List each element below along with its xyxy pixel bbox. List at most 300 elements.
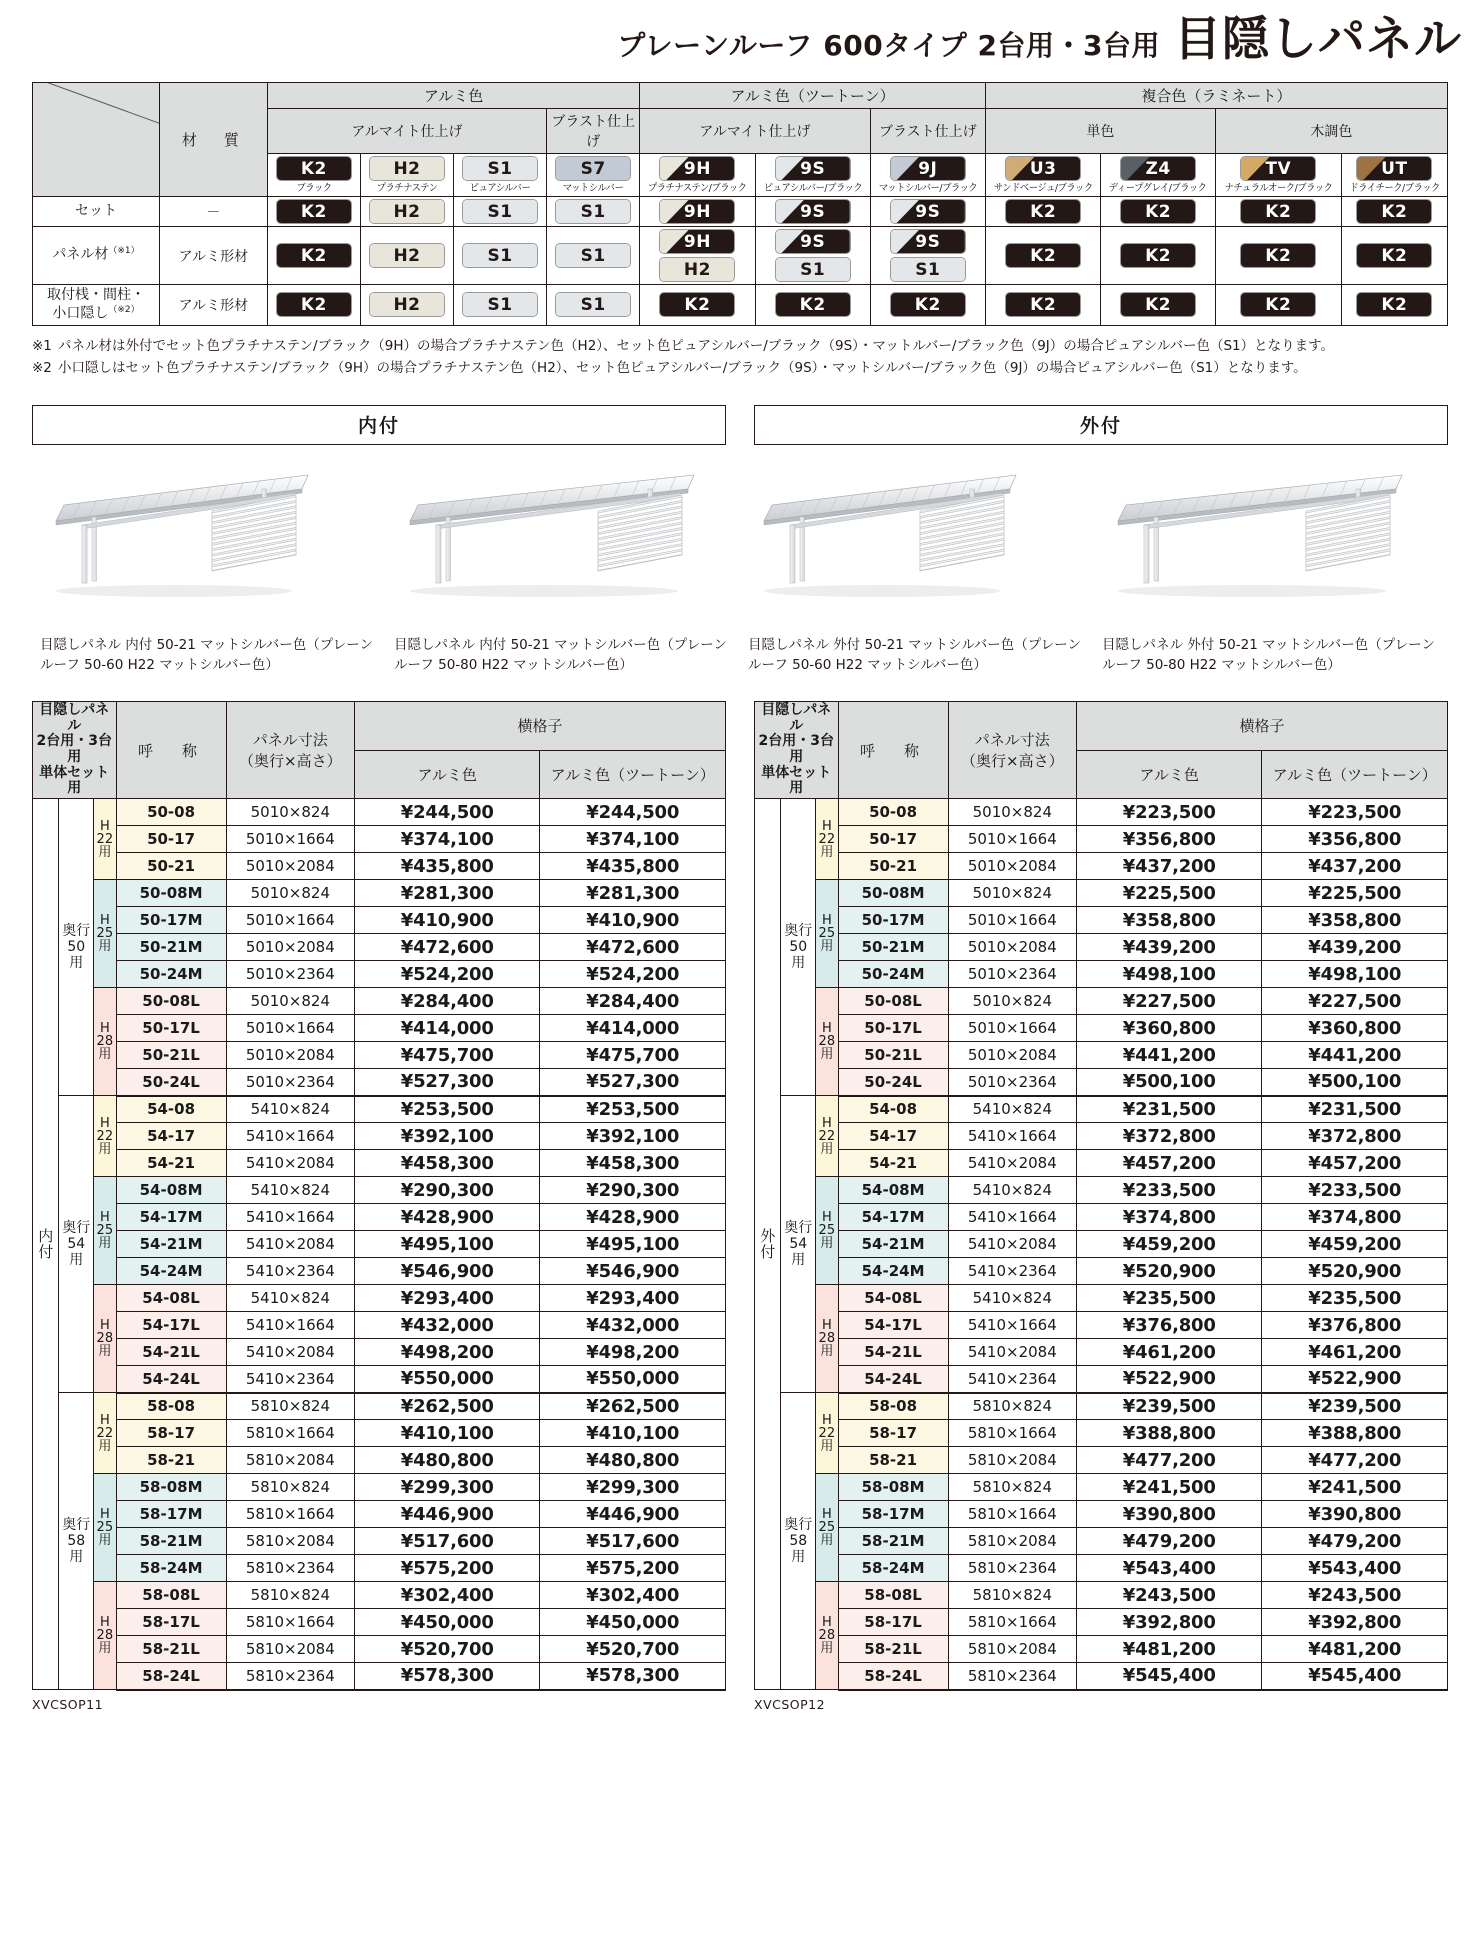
price-aluminum: ¥520,700: [355, 1636, 540, 1663]
price-twotone: ¥235,500: [1262, 1285, 1448, 1312]
price-dimension: 5410×1664: [226, 1204, 354, 1231]
price-model-name: 50-21: [116, 853, 226, 880]
price-model-name: 54-08: [116, 1096, 226, 1123]
price-model-name: 54-08: [838, 1096, 948, 1123]
color-chip-K2: K2: [276, 292, 352, 317]
color-cell-1-5: [755, 227, 870, 285]
price-aluminum: ¥231,500: [1077, 1096, 1262, 1123]
price-height-label-0-1-0: H 22 用: [94, 1096, 116, 1177]
color-group-header-2: 複合色（ラミネート）: [985, 83, 1447, 109]
price-dimension: 5010×824: [226, 799, 354, 826]
price-dimension: 5010×1664: [226, 826, 354, 853]
price-aluminum: ¥414,000: [355, 1015, 540, 1042]
product-caption-2: 目隠しパネル 外付 50-21 マットシルバー色（プレーンルーフ 50-60 H22 マットシルバー色）: [748, 636, 1081, 673]
price-twotone: ¥376,800: [1262, 1312, 1448, 1339]
color-group-header-1: アルミ色（ツートーン）: [640, 83, 986, 109]
price-model-name: 58-08L: [116, 1582, 226, 1609]
price-dimension: 5410×824: [226, 1096, 354, 1123]
price-twotone: ¥450,000: [540, 1609, 726, 1636]
price-twotone: ¥520,700: [540, 1636, 726, 1663]
price-model-name: 54-08M: [116, 1177, 226, 1204]
price-row: [33, 1582, 726, 1609]
color-chip-S1: S1: [555, 292, 631, 317]
price-model-name: 58-21L: [116, 1636, 226, 1663]
price-twotone: ¥302,400: [540, 1582, 726, 1609]
price-row: [755, 1096, 1448, 1123]
price-twotone: ¥392,100: [540, 1123, 726, 1150]
color-chip-S1: S1: [555, 243, 631, 268]
price-model-name: 58-17M: [838, 1501, 948, 1528]
color-chip-K2: K2: [1240, 243, 1316, 268]
price-dimension: 5810×2084: [226, 1447, 354, 1474]
product-image-row: [32, 459, 1448, 676]
price-twotone: ¥356,800: [1262, 826, 1448, 853]
price-twotone: ¥388,800: [1262, 1420, 1448, 1447]
price-dimension: 5810×824: [226, 1582, 354, 1609]
price-depth-label-0-1: 奥行 54用: [59, 1096, 94, 1393]
price-dimension: 5410×824: [226, 1285, 354, 1312]
price-aluminum: ¥550,000: [355, 1366, 540, 1393]
price-twotone: ¥293,400: [540, 1285, 726, 1312]
color-cell-2-7: [985, 285, 1101, 326]
color-chip-K2: K2: [659, 292, 735, 317]
color-chip-Z4: Z4: [1120, 156, 1196, 181]
price-row: [755, 1609, 1448, 1636]
color-chip-K2: K2: [1356, 243, 1432, 268]
price-aluminum: ¥388,800: [1077, 1420, 1262, 1447]
price-row: [33, 1555, 726, 1582]
banner-uchitsuke: 内付: [32, 405, 726, 445]
color-cell-0-3: [547, 197, 640, 227]
price-model-name: 58-21: [838, 1447, 948, 1474]
price-model-name: 54-24L: [116, 1366, 226, 1393]
price-dimension: 5810×2084: [948, 1447, 1076, 1474]
price-aluminum: ¥472,600: [355, 934, 540, 961]
price-twotone: ¥520,900: [1262, 1258, 1448, 1285]
price-row: [33, 988, 726, 1015]
color-chip-K2: K2: [1356, 292, 1432, 317]
price-row: [33, 1366, 726, 1393]
color-chip-9S: 9S: [775, 156, 851, 181]
price-aluminum: ¥500,100: [1077, 1069, 1262, 1096]
color-subgroup-header-4: 単色: [985, 109, 1215, 154]
price-model-name: 50-21M: [116, 934, 226, 961]
price-twotone: ¥475,700: [540, 1042, 726, 1069]
price-aluminum: ¥458,300: [355, 1150, 540, 1177]
price-model-name: 54-17: [116, 1123, 226, 1150]
price-aluminum: ¥356,800: [1077, 826, 1262, 853]
price-height-label-1-2-2: H 28 用: [816, 1582, 838, 1690]
price-dimension: 5410×1664: [948, 1204, 1076, 1231]
price-model-name: 58-17L: [116, 1609, 226, 1636]
swatch-cell-UT: [1341, 154, 1447, 197]
color-chip-H2: H2: [369, 156, 445, 181]
price-twotone: ¥290,300: [540, 1177, 726, 1204]
row-label-2: 取付桟・間柱・ 小口隠し$^{(※2)}$: [33, 285, 160, 326]
color-subgroup-header-1: ブラスト仕上げ: [547, 109, 640, 154]
price-twotone: ¥225,500: [1262, 880, 1448, 907]
price-dimension: 5410×2364: [226, 1258, 354, 1285]
price-header-name-1: 呼 称: [838, 702, 948, 799]
price-depth-label-0-2: 奥行 58用: [59, 1393, 94, 1690]
color-chip-9H: 9H: [659, 199, 735, 224]
product-cell-0: [32, 459, 386, 676]
swatch-cell-9S: [755, 154, 870, 197]
footnote-marker-1: ※1: [32, 337, 52, 354]
price-row: [33, 934, 726, 961]
price-twotone: ¥244,500: [540, 799, 726, 826]
price-row: [33, 1393, 726, 1420]
footnote-1: ※1 パネル材は外付でセット色プラチナステン/ブラック（9H）の場合プラチナステン色（H2）、セット色ピュアシルバー/ブラック（9S）・マットルバー/ブラック色（9J）の場合ピュアシルバー色（S1）となります。: [32, 336, 1448, 357]
price-aluminum: ¥498,100: [1077, 961, 1262, 988]
swatch-cell-K2: [267, 154, 360, 197]
price-aluminum: ¥450,000: [355, 1609, 540, 1636]
color-chip-H2: H2: [369, 243, 445, 268]
price-row: [755, 1528, 1448, 1555]
price-twotone: ¥374,100: [540, 826, 726, 853]
price-model-name: 54-24M: [116, 1258, 226, 1285]
price-row: [755, 907, 1448, 934]
price-dimension: 5010×2084: [948, 853, 1076, 880]
swatch-cell-U3: [985, 154, 1101, 197]
price-row: [755, 1177, 1448, 1204]
color-cell-1-8: [1101, 227, 1215, 285]
price-dimension: 5410×1664: [948, 1123, 1076, 1150]
price-dimension: 5010×824: [948, 799, 1076, 826]
swatch-cell-TV: [1215, 154, 1341, 197]
price-aluminum: ¥262,500: [355, 1393, 540, 1420]
footnotes: [32, 336, 1448, 379]
color-table-row: [33, 197, 1448, 227]
price-row: [33, 1258, 726, 1285]
price-row: [755, 1663, 1448, 1690]
price-aluminum: ¥546,900: [355, 1258, 540, 1285]
price-model-name: 58-08L: [838, 1582, 948, 1609]
price-model-name: 54-21: [838, 1150, 948, 1177]
price-model-name: 50-24M: [116, 961, 226, 988]
price-row: [755, 1150, 1448, 1177]
color-chip-K2: K2: [276, 199, 352, 224]
swatch-cell-9J: [870, 154, 985, 197]
page-title-main: 目隠しパネル: [1174, 12, 1462, 67]
price-row: [33, 1663, 726, 1690]
color-cell-1-0: [267, 227, 360, 285]
product-cell-1: [386, 459, 740, 676]
price-twotone: ¥545,400: [1262, 1663, 1448, 1690]
price-aluminum: ¥495,100: [355, 1231, 540, 1258]
price-dimension: 5410×2084: [948, 1150, 1076, 1177]
price-aluminum: ¥360,800: [1077, 1015, 1262, 1042]
price-model-name: 58-21M: [116, 1528, 226, 1555]
price-dimension: 5410×2084: [948, 1231, 1076, 1258]
price-twotone: ¥498,200: [540, 1339, 726, 1366]
footer-codes: [32, 1697, 1448, 1712]
price-twotone: ¥374,800: [1262, 1204, 1448, 1231]
price-table-corner-1: 目隠しパネル 2台用・3台用 単体セット用: [755, 702, 839, 799]
price-twotone: ¥299,300: [540, 1474, 726, 1501]
price-depth-label-1-1: 奥行 54用: [781, 1096, 816, 1393]
price-row: [755, 1312, 1448, 1339]
price-header-group-0: 横格子: [355, 702, 726, 751]
price-row: [755, 1069, 1448, 1096]
carport-illustration: [394, 459, 724, 609]
price-row: [755, 1555, 1448, 1582]
price-twotone: ¥360,800: [1262, 1015, 1448, 1042]
color-cell-0-2: [454, 197, 547, 227]
color-cell-2-9: [1215, 285, 1341, 326]
price-dimension: 5010×2364: [226, 961, 354, 988]
price-row: [33, 1177, 726, 1204]
color-chip-H2: H2: [369, 292, 445, 317]
price-dimension: 5410×2084: [226, 1150, 354, 1177]
color-chip-K2: K2: [1005, 292, 1081, 317]
price-aluminum: ¥358,800: [1077, 907, 1262, 934]
color-cell-2-3: [547, 285, 640, 326]
price-model-name: 50-08L: [838, 988, 948, 1015]
color-chip-S1: S1: [462, 156, 538, 181]
color-chip-K2: K2: [1356, 199, 1432, 224]
price-aluminum: ¥446,900: [355, 1501, 540, 1528]
price-twotone: ¥459,200: [1262, 1231, 1448, 1258]
price-row: [33, 1096, 726, 1123]
swatch-name-9J: マットシルバー/ブラック: [878, 183, 977, 194]
color-chip-9S: 9S: [775, 199, 851, 224]
price-row: [755, 1393, 1448, 1420]
price-header-col2-0: アルミ色（ツートーン）: [540, 750, 726, 799]
price-aluminum: ¥239,500: [1077, 1393, 1262, 1420]
price-twotone: ¥461,200: [1262, 1339, 1448, 1366]
color-subgroup-header-5: 木調色: [1215, 109, 1447, 154]
price-header-group-1: 横格子: [1077, 702, 1448, 751]
price-row: [33, 1123, 726, 1150]
price-aluminum: ¥441,200: [1077, 1042, 1262, 1069]
price-model-name: 50-08M: [116, 880, 226, 907]
price-row: [33, 1231, 726, 1258]
price-row: [755, 1636, 1448, 1663]
banner-sototsuke: 外付: [754, 405, 1448, 445]
price-aluminum: ¥432,000: [355, 1312, 540, 1339]
price-aluminum: ¥293,400: [355, 1285, 540, 1312]
swatch-name-UT: ドライチーク/ブラック: [1349, 183, 1440, 194]
color-cell-0-1: [360, 197, 453, 227]
table-corner-cell: [33, 83, 160, 197]
price-twotone: ¥437,200: [1262, 853, 1448, 880]
price-row: [33, 1015, 726, 1042]
price-row: [755, 934, 1448, 961]
price-dimension: 5410×824: [948, 1285, 1076, 1312]
footnote-2: ※2 小口隠しはセット色プラチナステン/ブラック（9H）の場合プラチナステン色（H2）、セット色ピュアシルバー/ブラック（9S）・マットシルバー/ブラック色（9J）の場合ピュアシルバー色（S1）となります。: [32, 358, 1448, 379]
price-aluminum: ¥299,300: [355, 1474, 540, 1501]
price-model-name: 58-21: [116, 1447, 226, 1474]
price-model-name: 50-17: [116, 826, 226, 853]
price-twotone: ¥522,900: [1262, 1366, 1448, 1393]
color-matrix-table: [32, 82, 1448, 326]
price-twotone: ¥223,500: [1262, 799, 1448, 826]
price-aluminum: ¥437,200: [1077, 853, 1262, 880]
price-model-name: 54-21L: [116, 1339, 226, 1366]
price-dimension: 5810×2084: [948, 1528, 1076, 1555]
color-chip-9H: 9H: [659, 229, 735, 254]
color-chip-TV: TV: [1240, 156, 1316, 181]
price-twotone: ¥480,800: [540, 1447, 726, 1474]
swatch-name-Z4: ディープグレイ/ブラック: [1109, 183, 1207, 194]
swatch-cell-H2: [360, 154, 453, 197]
price-model-name: 50-24M: [838, 961, 948, 988]
color-chip-S1: S1: [462, 199, 538, 224]
price-twotone: ¥239,500: [1262, 1393, 1448, 1420]
price-twotone: ¥284,400: [540, 988, 726, 1015]
price-twotone: ¥428,900: [540, 1204, 726, 1231]
price-dimension: 5010×2364: [226, 1069, 354, 1096]
price-side-label-0: 内付: [33, 799, 59, 1690]
price-twotone: ¥372,800: [1262, 1123, 1448, 1150]
price-twotone: ¥578,300: [540, 1663, 726, 1690]
price-model-name: 54-21: [116, 1150, 226, 1177]
price-depth-label-0-0: 奥行 50用: [59, 799, 94, 1096]
price-dimension: 5010×1664: [226, 1015, 354, 1042]
price-dimension: 5810×2364: [226, 1555, 354, 1582]
price-aluminum: ¥284,400: [355, 988, 540, 1015]
price-twotone: ¥550,000: [540, 1366, 726, 1393]
color-chip-K2: K2: [1005, 243, 1081, 268]
price-row: [755, 1339, 1448, 1366]
price-aluminum: ¥477,200: [1077, 1447, 1262, 1474]
product-image-3: [1102, 459, 1438, 619]
price-height-label-0-2-0: H 22 用: [94, 1393, 116, 1474]
price-dimension: 5810×2364: [226, 1663, 354, 1690]
price-aluminum: ¥410,900: [355, 907, 540, 934]
price-model-name: 54-17M: [116, 1204, 226, 1231]
price-aluminum: ¥241,500: [1077, 1474, 1262, 1501]
price-dimension: 5810×824: [226, 1474, 354, 1501]
price-row: [755, 1420, 1448, 1447]
color-chip-S1: S1: [462, 243, 538, 268]
color-cell-1-9: [1215, 227, 1341, 285]
swatch-name-S7: マットシルバー: [562, 183, 624, 194]
price-dimension: 5410×2084: [226, 1339, 354, 1366]
price-model-name: 50-17: [838, 826, 948, 853]
price-aluminum: ¥376,800: [1077, 1312, 1262, 1339]
price-twotone: ¥262,500: [540, 1393, 726, 1420]
row-material-1: アルミ形材: [159, 227, 267, 285]
price-twotone: ¥472,600: [540, 934, 726, 961]
price-model-name: 54-08L: [838, 1285, 948, 1312]
color-chip-9S: 9S: [775, 229, 851, 254]
price-row: [755, 1231, 1448, 1258]
price-aluminum: ¥227,500: [1077, 988, 1262, 1015]
price-table-uchitsuke: [32, 701, 726, 1691]
color-chip-K2: K2: [276, 156, 352, 181]
price-row: [755, 853, 1448, 880]
material-header: 材 質: [159, 83, 267, 197]
section-banners: [32, 405, 1448, 445]
price-aluminum: ¥480,800: [355, 1447, 540, 1474]
price-header-name-0: 呼 称: [116, 702, 226, 799]
swatch-cell-9H: [640, 154, 755, 197]
color-chip-K2: K2: [1240, 292, 1316, 317]
price-dimension: 5810×824: [948, 1474, 1076, 1501]
color-cell-2-1: [360, 285, 453, 326]
carport-illustration: [748, 459, 1078, 609]
price-twotone: ¥241,500: [1262, 1474, 1448, 1501]
color-cell-2-2: [454, 285, 547, 326]
price-header-col1-0: アルミ色: [355, 750, 540, 799]
price-twotone: ¥517,600: [540, 1528, 726, 1555]
page-title: [0, 0, 1480, 74]
price-model-name: 54-21M: [116, 1231, 226, 1258]
price-row: [755, 1123, 1448, 1150]
price-dimension: 5010×2084: [226, 1042, 354, 1069]
price-aluminum: ¥233,500: [1077, 1177, 1262, 1204]
price-row: [33, 1285, 726, 1312]
price-row: [755, 1204, 1448, 1231]
price-height-label-1-2-1: H 25 用: [816, 1474, 838, 1582]
price-dimension: 5810×1664: [226, 1609, 354, 1636]
price-twotone: ¥458,300: [540, 1150, 726, 1177]
color-chip-H2: H2: [659, 257, 735, 282]
swatch-name-S1: ピュアシルバー: [469, 183, 531, 194]
price-dimension: 5410×2084: [948, 1339, 1076, 1366]
color-cell-1-7: [985, 227, 1101, 285]
row-label-1: パネル材$^{(※1)}$: [33, 227, 160, 285]
price-aluminum: ¥461,200: [1077, 1339, 1262, 1366]
price-tables-wrap: [32, 701, 1448, 1691]
price-dimension: 5410×2364: [948, 1366, 1076, 1393]
price-model-name: 50-17M: [838, 907, 948, 934]
price-aluminum: ¥374,800: [1077, 1204, 1262, 1231]
price-twotone: ¥457,200: [1262, 1150, 1448, 1177]
price-height-label-1-2-0: H 22 用: [816, 1393, 838, 1474]
price-model-name: 58-24M: [116, 1555, 226, 1582]
price-row: [755, 1285, 1448, 1312]
price-aluminum: ¥439,200: [1077, 934, 1262, 961]
price-height-label-0-2-1: H 25 用: [94, 1474, 116, 1582]
price-dimension: 5010×2084: [226, 934, 354, 961]
price-height-label-0-1-2: H 28 用: [94, 1285, 116, 1393]
price-model-name: 58-24L: [838, 1663, 948, 1690]
price-dimension: 5010×1664: [226, 907, 354, 934]
price-aluminum: ¥410,100: [355, 1420, 540, 1447]
price-aluminum: ¥281,300: [355, 880, 540, 907]
price-aluminum: ¥302,400: [355, 1582, 540, 1609]
price-dimension: 5810×2084: [948, 1636, 1076, 1663]
price-model-name: 50-24L: [838, 1069, 948, 1096]
price-aluminum: ¥243,500: [1077, 1582, 1262, 1609]
price-model-name: 50-17M: [116, 907, 226, 934]
color-chip-K2: K2: [1120, 199, 1196, 224]
swatch-cell-Z4: [1101, 154, 1215, 197]
price-dimension: 5010×2084: [226, 853, 354, 880]
color-chip-U3: U3: [1005, 156, 1081, 181]
price-row: [33, 1528, 726, 1555]
price-aluminum: ¥520,900: [1077, 1258, 1262, 1285]
price-model-name: 58-08: [838, 1393, 948, 1420]
price-twotone: ¥543,400: [1262, 1555, 1448, 1582]
price-row: [755, 880, 1448, 907]
price-model-name: 50-21M: [838, 934, 948, 961]
price-height-label-0-2-2: H 28 用: [94, 1582, 116, 1690]
price-dimension: 5410×1664: [948, 1312, 1076, 1339]
price-aluminum: ¥390,800: [1077, 1501, 1262, 1528]
price-model-name: 50-08: [838, 799, 948, 826]
price-dimension: 5010×2364: [948, 1069, 1076, 1096]
price-model-name: 58-17: [116, 1420, 226, 1447]
color-subgroup-header-3: ブラスト仕上げ: [870, 109, 985, 154]
price-row: [755, 1015, 1448, 1042]
swatch-cell-S1: [454, 154, 547, 197]
price-row: [755, 1258, 1448, 1285]
price-row: [33, 1204, 726, 1231]
